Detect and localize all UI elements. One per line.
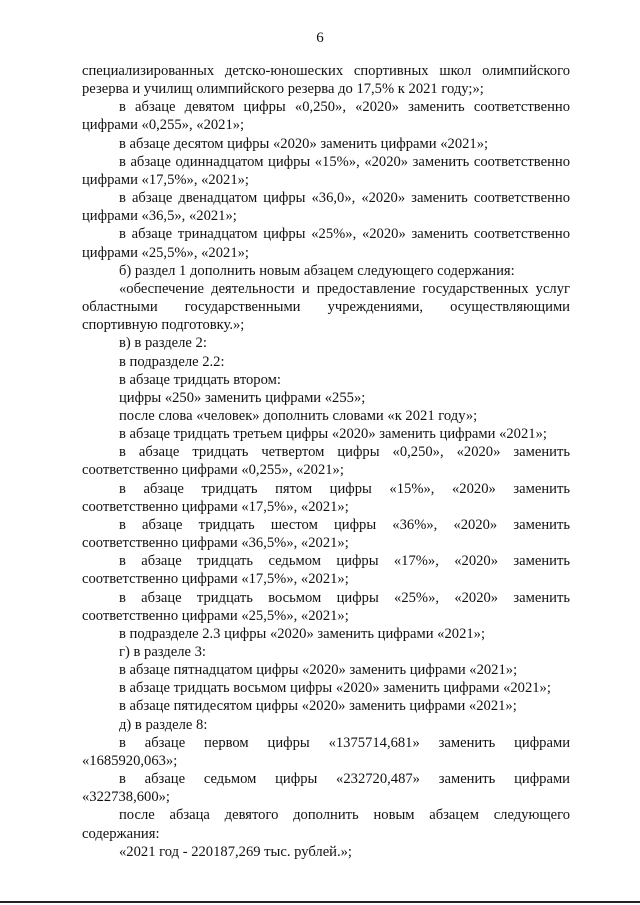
- paragraph: в) в разделе 2:: [119, 335, 207, 352]
- paragraph: д) в разделе 8:: [119, 716, 208, 733]
- paragraph: в абзаце тринадцатом цифры «25%», «2020» заменить соответственно цифрами «25,5%», «2021»;: [82, 226, 570, 261]
- paragraph: б) раздел 1 дополнить новым абзацем следующего содержания:: [119, 262, 515, 279]
- paragraph: после абзаца девятого дополнить новым абзацем следующего содержания:: [82, 807, 570, 842]
- paragraph: в абзаце тридцать восьмом цифры «2020» заменить цифрами «2021»;: [119, 680, 551, 697]
- paragraph: в абзаце тридцать восьмом цифры «25%», «2020» заменить соответственно цифрами «25,5%», «2021»;: [82, 589, 570, 624]
- paragraph: цифры «250» заменить цифрами «255»;: [119, 389, 366, 406]
- paragraph: в абзаце тридцать седьмом цифры «17%», «2020» заменить соответственно цифрами «17,5%», «2021»;: [82, 553, 570, 588]
- scan-edge-line: [0, 901, 640, 903]
- paragraph: г) в разделе 3:: [119, 644, 206, 660]
- page-number: 6: [316, 30, 324, 46]
- paragraph: в абзаце двенадцатом цифры «36,0», «2020» заменить соответственно цифрами «36,5», «2021»;: [82, 190, 570, 225]
- paragraph: в подразделе 2.3 цифры «2020» заменить цифрами «2021»;: [119, 625, 486, 642]
- paragraph: в абзаце тридцать втором:: [119, 371, 281, 388]
- document-body: [82, 62, 570, 861]
- paragraph: в абзаце тридцать третьем цифры «2020» заменить цифрами «2021»;: [119, 426, 547, 443]
- paragraph: в абзаце десятом цифры «2020» заменить цифрами «2021»;: [119, 135, 489, 152]
- paragraph: в абзаце седьмом цифры «232720,487» заменить цифрами «322738,600»;: [82, 771, 570, 806]
- paragraph: в абзаце тридцать шестом цифры «36%», «2020» заменить соответственно цифрами «36,5%», «2021»;: [82, 516, 570, 552]
- paragraph: «обеспечение деятельности и предоставление государственных услуг областными государственными учреждениями, осуществляющими спортивную подготовку.»;: [82, 280, 570, 334]
- paragraph: в абзаце пятнадцатом цифры «2020» заменить цифрами «2021»;: [119, 662, 518, 679]
- paragraph: в абзаце тридцать пятом цифры «15%», «2020» заменить соответственно цифрами «17,5%», «2021»;: [82, 480, 570, 515]
- paragraph: после слова «человек» дополнить словами «к 2021 году»;: [119, 407, 478, 424]
- paragraph: «2021 год - 220187,269 тыс. рублей.»;: [119, 843, 352, 860]
- paragraph: специализированных детско-юношеских спортивных школ олимпийского резерва и училищ олимпийского резерва до 17,5% к 2021 году;»;: [82, 63, 570, 98]
- paragraph: в абзаце девятом цифры «0,250», «2020» заменить соответственно цифрами «0,255», «2021»;: [82, 99, 570, 134]
- paragraph: в абзаце тридцать четвертом цифры «0,250», «2020» заменить соответственно цифрами «0,255», «2021»;: [82, 444, 570, 479]
- paragraph: в абзаце пятидесятом цифры «2020» заменить цифрами «2021»;: [119, 698, 517, 715]
- paragraph: в подразделе 2.2:: [119, 353, 225, 370]
- paragraph: в абзаце первом цифры «1375714,681» заменить цифрами «1685920,063»;: [82, 734, 570, 769]
- paragraph: в абзаце одиннадцатом цифры «15%», «2020» заменить соответственно цифрами «17,5%», «2021»;: [82, 153, 570, 188]
